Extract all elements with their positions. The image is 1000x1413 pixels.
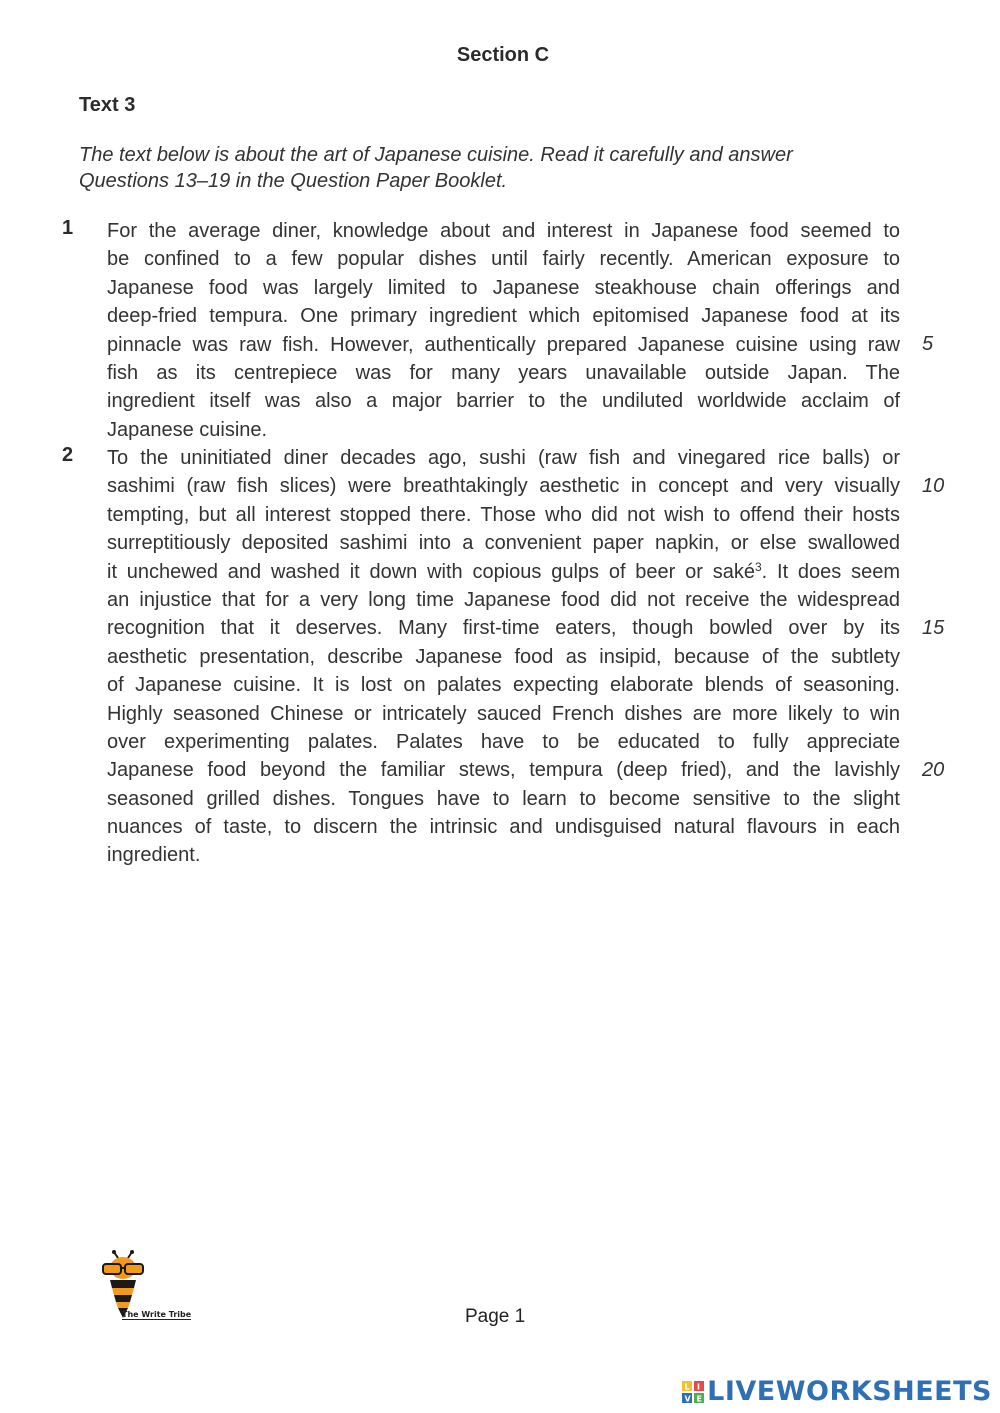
liveworksheets-brand (682, 1376, 992, 1407)
text-title: Text 3 (79, 94, 136, 116)
line-number: 15 (922, 617, 945, 639)
paragraph-line: over experimenting palates. Palates have to be educated to fully appreciate (107, 730, 900, 753)
paragraph-line: seasoned grilled dishes. Tongues have to learn to become sensitive to the slight (107, 787, 900, 810)
paragraph-number: 1 (62, 217, 74, 239)
line-number: 10 (922, 475, 945, 497)
paragraph-line: sashimi (raw fish slices) were breathtakingly aesthetic in concept and very visually (107, 475, 900, 498)
paragraph-line-head: it unchewed and washed it down with copious gulps of beer or saké (107, 560, 755, 583)
paragraph-line: an injustice that for a very long time Japanese food did not receive the widespread (107, 588, 900, 611)
paragraph-line: For the average diner, knowledge about and interest in Japanese food seemed to (107, 220, 900, 242)
paragraph-line: deep-fried tempura. One primary ingredient which epitomised Japanese food at its (107, 305, 900, 328)
paragraph-line: of Japanese cuisine. It is lost on palates expecting elaborate blends of seasoning. (107, 674, 900, 697)
brand-icon-letter: I (697, 1382, 701, 1391)
line-number: 20 (922, 759, 945, 781)
paragraph-line: Japanese cuisine. (107, 418, 268, 441)
brand-icon-letter: L (684, 1382, 690, 1391)
section-title: Section C (456, 44, 550, 66)
paragraph-line: Japanese food beyond the familiar stews, tempura (deep fried), and the lavishly (107, 759, 900, 782)
paragraph-line-tail: . It does seem (761, 560, 901, 583)
paragraph-line: Highly seasoned Chinese or intricately sauced French dishes are more likely to win (107, 702, 900, 725)
paragraph-line: To the uninitiated diner decades ago, sushi (raw fish and vinegared rice balls) or (107, 447, 900, 469)
liveworksheets-logo-icon (682, 1381, 704, 1403)
paragraph-line: Japanese food was largely limited to Japanese steakhouse chain offerings and (107, 276, 900, 299)
page-number: Page 1 (465, 1306, 526, 1327)
brand-icon-letter: E (696, 1394, 703, 1403)
line-number: 5 (922, 333, 934, 355)
paragraph-line: pinnacle was raw fish. However, authentically prepared Japanese cuisine using raw (107, 333, 900, 356)
liveworksheets-wordmark: LIVEWORKSHEETS (707, 1376, 992, 1407)
paragraph-number: 2 (62, 444, 74, 466)
paragraph-line: tempting, but all interest stopped there. Those who did not wish to offend their hosts (107, 503, 900, 526)
paragraph-line: fish as its centrepiece was for many years unavailable outside Japan. The (107, 361, 900, 384)
paragraph-line: ingredient. (107, 844, 201, 867)
intro-instructions: The text below is about the art of Japanese cuisine. Read it carefully and answer Questions 13–19 in the Question Paper Booklet. (79, 144, 793, 192)
footnote-marker: 3 (754, 559, 762, 574)
logo-label: The Write Tribe (122, 1310, 192, 1319)
paragraph-line: aesthetic presentation, describe Japanese food as insipid, because of the subtlety (107, 645, 900, 668)
paragraph-line: be confined to a few popular dishes until fairly recently. American exposure to (107, 248, 900, 271)
paragraph-line: recognition that it deserves. Many first-time eaters, though bowled over by its (107, 617, 900, 640)
paragraph-line: surreptitiously deposited sashimi into a convenient paper napkin, or else swallowed (107, 532, 900, 555)
paragraph-line: ingredient itself was also a major barrier to the undiluted worldwide acclaim of (107, 390, 900, 413)
paragraph-line-footnote (107, 558, 900, 586)
paragraph-line: nuances of taste, to discern the intrinsic and undisguised natural flavours in each (107, 816, 900, 839)
brand-icon-letter: V (684, 1394, 691, 1403)
paragraph-1 (107, 217, 900, 444)
paragraph-2 (107, 444, 900, 870)
